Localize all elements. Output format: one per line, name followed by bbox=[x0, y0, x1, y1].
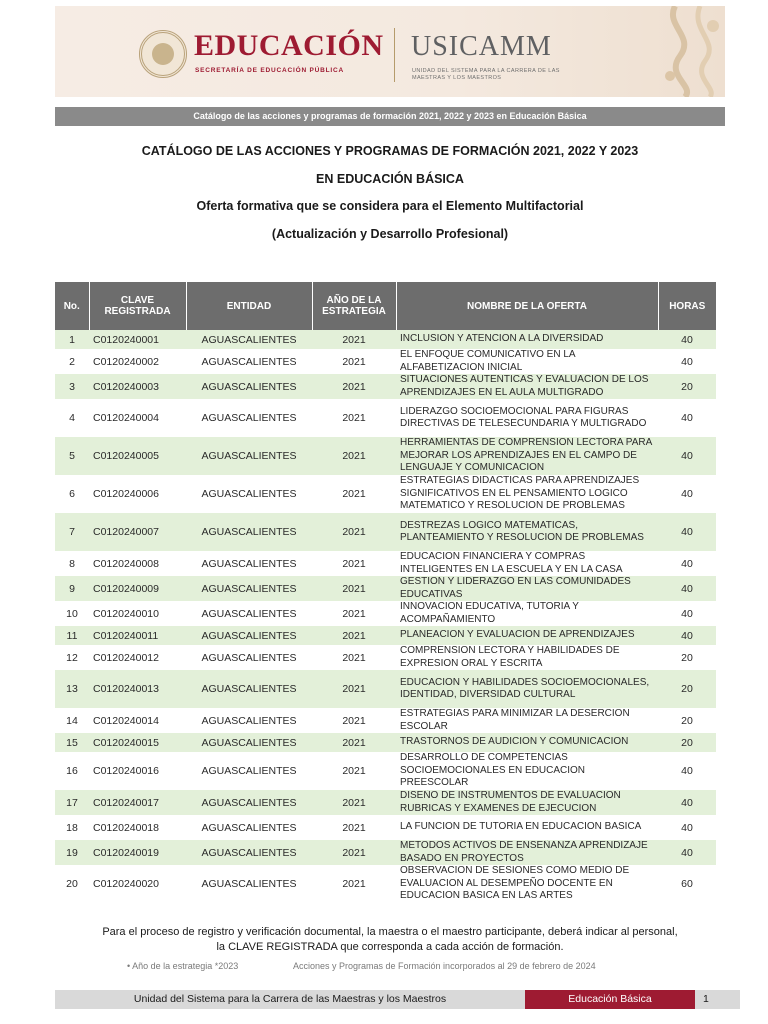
row-nombre: EDUCACION Y HABILIDADES SOCIOEMOCIONALES, IDENTIDAD, DIVERSIDAD CULTURAL bbox=[396, 670, 658, 708]
row-nombre: DESARROLLO DE COMPETENCIAS SOCIOEMOCIONALES EN EDUCACION PREESCOLAR bbox=[396, 752, 658, 790]
row-horas: 20 bbox=[658, 670, 716, 708]
row-horas: 40 bbox=[658, 437, 716, 475]
table-row bbox=[55, 551, 716, 576]
row-number: 14 bbox=[55, 708, 89, 733]
row-clave: C0120240001 bbox=[89, 330, 186, 349]
row-anio: 2021 bbox=[312, 551, 396, 576]
row-number: 4 bbox=[55, 399, 89, 437]
row-horas: 20 bbox=[658, 374, 716, 399]
row-number: 2 bbox=[55, 349, 89, 374]
row-nombre: LA FUNCION DE TUTORIA EN EDUCACION BASICA bbox=[396, 815, 658, 840]
table-row bbox=[55, 374, 716, 399]
registration-note-line1: Para el proceso de registro y verificación documental, la maestra o el maestro participante, deberá indicar al personal, bbox=[102, 926, 678, 938]
footnote-incorporation-date: Acciones y Programas de Formación incorporados al 29 de febrero de 2024 bbox=[293, 961, 596, 971]
row-horas: 20 bbox=[658, 708, 716, 733]
row-nombre: ESTRATEGIAS PARA MINIMIZAR LA DESERCION ESCOLAR bbox=[396, 708, 658, 733]
row-horas: 40 bbox=[658, 840, 716, 865]
table-row bbox=[55, 865, 716, 903]
row-clave: C0120240008 bbox=[89, 551, 186, 576]
row-anio: 2021 bbox=[312, 513, 396, 551]
row-number: 12 bbox=[55, 645, 89, 670]
row-horas: 40 bbox=[658, 601, 716, 626]
row-anio: 2021 bbox=[312, 475, 396, 513]
row-entidad: AGUASCALIENTES bbox=[186, 790, 312, 815]
row-number: 20 bbox=[55, 865, 89, 903]
row-nombre: OBSERVACION DE SESIONES COMO MEDIO DE EVALUACION AL DESEMPEÑO DOCENTE EN EDUCACION BASICA EN LAS ARTES bbox=[396, 865, 658, 903]
row-horas: 40 bbox=[658, 330, 716, 349]
table-row bbox=[55, 815, 716, 840]
footer-unit-label: Unidad del Sistema para la Carrera de las Maestras y los Maestros bbox=[55, 990, 525, 1009]
row-horas: 20 bbox=[658, 645, 716, 670]
row-horas: 40 bbox=[658, 790, 716, 815]
row-anio: 2021 bbox=[312, 840, 396, 865]
row-horas: 60 bbox=[658, 865, 716, 903]
subtitle-line1: Oferta formativa que se considera para el Elemento Multifactorial bbox=[196, 199, 584, 213]
col-header-anio: AÑO DE LA ESTRATEGIA bbox=[312, 282, 396, 330]
row-number: 9 bbox=[55, 576, 89, 601]
row-nombre: EDUCACION FINANCIERA Y COMPRAS INTELIGENTES EN LA ESCUELA Y EN LA CASA bbox=[396, 551, 658, 576]
row-entidad: AGUASCALIENTES bbox=[186, 708, 312, 733]
row-nombre: DISEÑO DE INSTRUMENTOS DE EVALUACION RUBRICAS Y EXAMENES DE EJECUCION bbox=[396, 790, 658, 815]
row-entidad: AGUASCALIENTES bbox=[186, 626, 312, 645]
row-clave: C0120240013 bbox=[89, 670, 186, 708]
row-nombre: DESTREZAS LOGICO MATEMATICAS, PLANTEAMIENTO Y RESOLUCION DE PROBLEMAS bbox=[396, 513, 658, 551]
row-horas: 40 bbox=[658, 551, 716, 576]
row-clave: C0120240004 bbox=[89, 399, 186, 437]
row-number: 17 bbox=[55, 790, 89, 815]
row-anio: 2021 bbox=[312, 708, 396, 733]
row-horas: 40 bbox=[658, 576, 716, 601]
row-number: 19 bbox=[55, 840, 89, 865]
row-number: 1 bbox=[55, 330, 89, 349]
row-anio: 2021 bbox=[312, 601, 396, 626]
row-entidad: AGUASCALIENTES bbox=[186, 840, 312, 865]
col-header-entidad: ENTIDAD bbox=[186, 282, 312, 330]
header-banner bbox=[55, 6, 725, 97]
catalog-table bbox=[55, 282, 716, 903]
row-entidad: AGUASCALIENTES bbox=[186, 670, 312, 708]
row-clave: C0120240006 bbox=[89, 475, 186, 513]
row-entidad: AGUASCALIENTES bbox=[186, 576, 312, 601]
row-horas: 40 bbox=[658, 349, 716, 374]
table-row bbox=[55, 601, 716, 626]
row-nombre: HERRAMIENTAS DE COMPRENSION LECTORA PARA MEJORAR LOS APRENDIZAJES EN EL CAMPO DE LENGUAJE Y COMUNICACION bbox=[396, 437, 658, 475]
table-row bbox=[55, 733, 716, 752]
row-anio: 2021 bbox=[312, 626, 396, 645]
row-anio: 2021 bbox=[312, 670, 396, 708]
row-anio: 2021 bbox=[312, 437, 396, 475]
col-header-horas: HORAS bbox=[658, 282, 716, 330]
row-anio: 2021 bbox=[312, 865, 396, 903]
sep-subtitle: SECRETARÍA DE EDUCACIÓN PÚBLICA bbox=[195, 67, 345, 74]
row-entidad: AGUASCALIENTES bbox=[186, 865, 312, 903]
row-entidad: AGUASCALIENTES bbox=[186, 374, 312, 399]
row-nombre: GESTION Y LIDERAZGO EN LAS COMUNIDADES EDUCATIVAS bbox=[396, 576, 658, 601]
row-horas: 40 bbox=[658, 752, 716, 790]
table-row bbox=[55, 349, 716, 374]
subtitle-line2: (Actualización y Desarrollo Profesional) bbox=[271, 227, 509, 241]
footnote-year: • Año de la estrategia *2023 bbox=[127, 961, 239, 971]
table-row bbox=[55, 752, 716, 790]
row-anio: 2021 bbox=[312, 330, 396, 349]
row-clave: C0120240010 bbox=[89, 601, 186, 626]
national-seal-icon bbox=[139, 30, 187, 78]
row-horas: 40 bbox=[658, 626, 716, 645]
row-entidad: AGUASCALIENTES bbox=[186, 513, 312, 551]
table-row bbox=[55, 437, 716, 475]
row-entidad: AGUASCALIENTES bbox=[186, 399, 312, 437]
row-clave: C0120240003 bbox=[89, 374, 186, 399]
row-horas: 40 bbox=[658, 513, 716, 551]
row-horas: 40 bbox=[658, 399, 716, 437]
row-horas: 40 bbox=[658, 475, 716, 513]
row-nombre: PLANEACION Y EVALUACION DE APRENDIZAJES bbox=[396, 626, 658, 645]
table-row bbox=[55, 399, 716, 437]
row-number: 6 bbox=[55, 475, 89, 513]
col-header-nombre: NOMBRE DE LA OFERTA bbox=[396, 282, 658, 330]
row-entidad: AGUASCALIENTES bbox=[186, 752, 312, 790]
row-entidad: AGUASCALIENTES bbox=[186, 815, 312, 840]
row-entidad: AGUASCALIENTES bbox=[186, 349, 312, 374]
col-header-no: No. bbox=[55, 282, 89, 330]
row-clave: C0120240009 bbox=[89, 576, 186, 601]
row-nombre: TRASTORNOS DE AUDICION Y COMUNICACION bbox=[396, 733, 658, 752]
row-clave: C0120240007 bbox=[89, 513, 186, 551]
row-nombre: INNOVACION EDUCATIVA, TUTORIA Y ACOMPAÑAMIENTO bbox=[396, 601, 658, 626]
row-clave: C0120240015 bbox=[89, 733, 186, 752]
row-clave: C0120240019 bbox=[89, 840, 186, 865]
row-anio: 2021 bbox=[312, 733, 396, 752]
row-nombre: METODOS ACTIVOS DE ENSEÑANZA APRENDIZAJE BASADO EN PROYECTOS bbox=[396, 840, 658, 865]
row-clave: C0120240018 bbox=[89, 815, 186, 840]
row-clave: C0120240005 bbox=[89, 437, 186, 475]
row-entidad: AGUASCALIENTES bbox=[186, 733, 312, 752]
footer-section-label: Educación Básica bbox=[525, 990, 695, 1009]
table-row bbox=[55, 670, 716, 708]
row-number: 18 bbox=[55, 815, 89, 840]
main-title-line2: EN EDUCACIÓN BÁSICA bbox=[316, 172, 464, 186]
educacion-logo-text: EDUCACIÓN bbox=[194, 29, 384, 62]
row-clave: C0120240014 bbox=[89, 708, 186, 733]
row-anio: 2021 bbox=[312, 645, 396, 670]
table-row bbox=[55, 576, 716, 601]
row-number: 5 bbox=[55, 437, 89, 475]
row-nombre: INCLUSION Y ATENCION A LA DIVERSIDAD bbox=[396, 330, 658, 349]
row-number: 8 bbox=[55, 551, 89, 576]
row-nombre: EL ENFOQUE COMUNICATIVO EN LA ALFABETIZACION INICIAL bbox=[396, 349, 658, 374]
row-nombre: ESTRATEGIAS DIDACTICAS PARA APRENDIZAJES SIGNIFICATIVOS EN EL PENSAMIENTO LOGICO MATEMATICO Y RESOLUCION DE PROBLEMAS bbox=[396, 475, 658, 513]
row-number: 11 bbox=[55, 626, 89, 645]
row-number: 15 bbox=[55, 733, 89, 752]
row-anio: 2021 bbox=[312, 374, 396, 399]
row-entidad: AGUASCALIENTES bbox=[186, 475, 312, 513]
row-anio: 2021 bbox=[312, 790, 396, 815]
row-nombre: COMPRENSION LECTORA Y HABILIDADES DE EXPRESION ORAL Y ESCRITA bbox=[396, 645, 658, 670]
row-number: 10 bbox=[55, 601, 89, 626]
ornament-icon bbox=[655, 6, 725, 97]
row-clave: C0120240002 bbox=[89, 349, 186, 374]
registration-note-line2: la CLAVE REGISTRADA que corresponda a cada acción de formación. bbox=[216, 941, 564, 953]
row-number: 3 bbox=[55, 374, 89, 399]
table-row bbox=[55, 840, 716, 865]
row-anio: 2021 bbox=[312, 399, 396, 437]
row-entidad: AGUASCALIENTES bbox=[186, 437, 312, 475]
row-horas: 20 bbox=[658, 733, 716, 752]
row-entidad: AGUASCALIENTES bbox=[186, 601, 312, 626]
table-row bbox=[55, 475, 716, 513]
table-row bbox=[55, 708, 716, 733]
row-number: 7 bbox=[55, 513, 89, 551]
table-row bbox=[55, 645, 716, 670]
table-row bbox=[55, 330, 716, 349]
usicamm-subtitle: UNIDAD DEL SISTEMA PARA LA CARRERA DE LAS MAESTRAS Y LOS MAESTROS bbox=[412, 68, 560, 81]
catalog-subheader-bar: Catálogo de las acciones y programas de formación 2021, 2022 y 2023 en Educación Básica bbox=[55, 107, 725, 126]
row-anio: 2021 bbox=[312, 576, 396, 601]
row-number: 16 bbox=[55, 752, 89, 790]
main-title-line1: CATÁLOGO DE LAS ACCIONES Y PROGRAMAS DE FORMACIÓN 2021, 2022 Y 2023 bbox=[141, 144, 639, 158]
col-header-clave: CLAVE REGISTRADA bbox=[89, 282, 186, 330]
row-nombre: SITUACIONES AUTENTICAS Y EVALUACION DE LOS APRENDIZAJES EN EL AULA MULTIGRADO bbox=[396, 374, 658, 399]
row-entidad: AGUASCALIENTES bbox=[186, 330, 312, 349]
table-row bbox=[55, 513, 716, 551]
row-horas: 40 bbox=[658, 815, 716, 840]
table-row bbox=[55, 790, 716, 815]
table-row bbox=[55, 626, 716, 645]
row-anio: 2021 bbox=[312, 349, 396, 374]
row-entidad: AGUASCALIENTES bbox=[186, 551, 312, 576]
row-clave: C0120240012 bbox=[89, 645, 186, 670]
footer-page-number: 1 bbox=[695, 990, 740, 1009]
logo-divider bbox=[394, 28, 395, 82]
row-clave: C0120240011 bbox=[89, 626, 186, 645]
row-anio: 2021 bbox=[312, 815, 396, 840]
usicamm-logo-text: USICAMM bbox=[411, 31, 552, 62]
row-clave: C0120240020 bbox=[89, 865, 186, 903]
table-body bbox=[55, 330, 716, 903]
row-anio: 2021 bbox=[312, 752, 396, 790]
row-clave: C0120240016 bbox=[89, 752, 186, 790]
table-header-row bbox=[55, 282, 716, 330]
row-entidad: AGUASCALIENTES bbox=[186, 645, 312, 670]
row-nombre: LIDERAZGO SOCIOEMOCIONAL PARA FIGURAS DIRECTIVAS DE TELESECUNDARIA Y MULTIGRADO bbox=[396, 399, 658, 437]
row-number: 13 bbox=[55, 670, 89, 708]
row-clave: C0120240017 bbox=[89, 790, 186, 815]
